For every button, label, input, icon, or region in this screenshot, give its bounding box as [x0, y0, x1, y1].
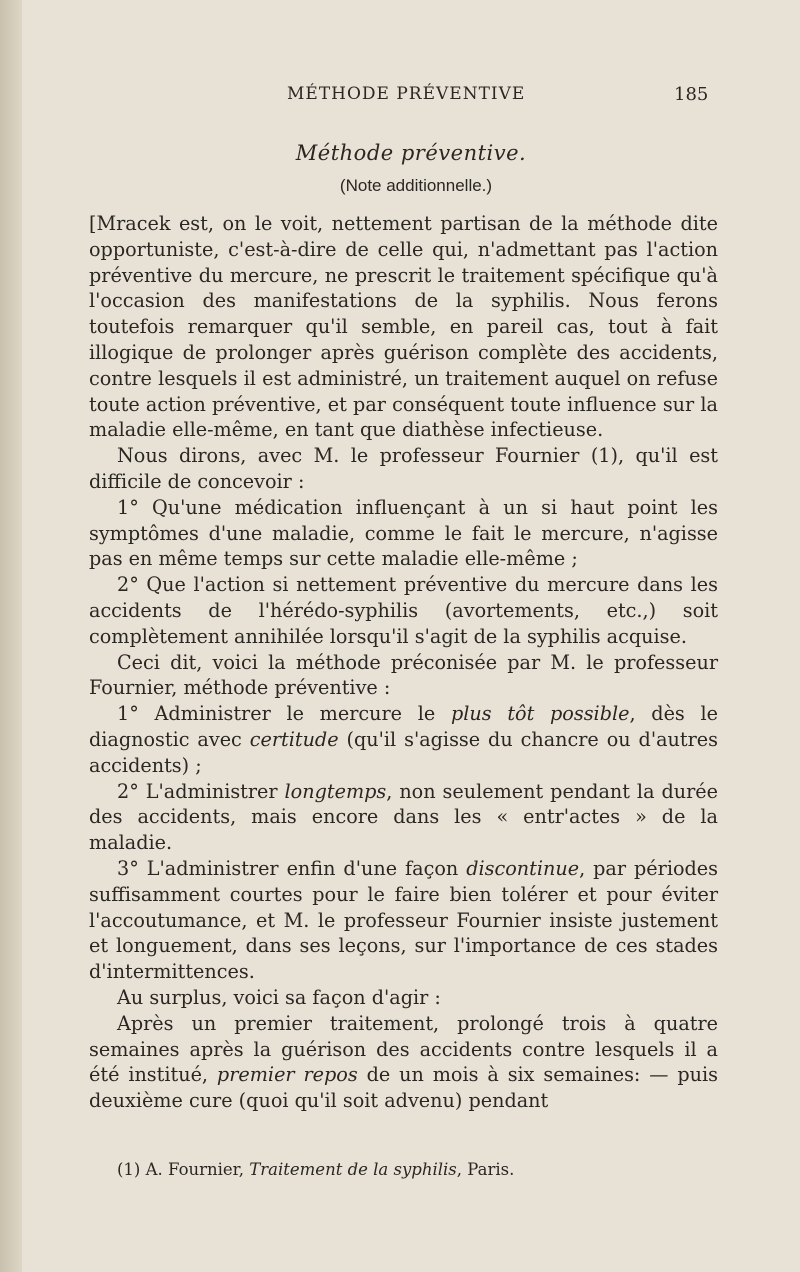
italic-text-segment: discontinue [466, 856, 580, 880]
text-segment: , dès le diagnostic avec [89, 702, 718, 751]
paragraph [89, 1011, 718, 1114]
text-segment: 1° Administrer le mercure le [117, 702, 451, 726]
text-segment: Nous dirons, avec M. le professeur Fournier (1), qu'il est difficile de concevoir : [89, 444, 718, 493]
text-segment: Ceci dit, voici la méthode préconisée par M. le professeur Fournier, méthode préventive : [89, 650, 718, 700]
text-segment: , non seulement pendant la durée des accidents, mais encore dans les « entr'actes » de la maladie. [89, 779, 718, 855]
italic-text-segment: premier repos [216, 1063, 358, 1087]
text-segment: , Paris. [456, 1160, 515, 1179]
text-segment: , par périodes suffisamment courtes pour le faire bien tolérer et pour éviter l'accoutumance, et M. le professeur Fournier insiste justement et longuement, dans ses leçons, sur l'importance de ces stades d'intermittences. [89, 856, 718, 984]
text-segment: 1° Qu'une médication influençant à un si haut point les symptômes d'une maladie, comme le fait le mercure, n'agisse pas en même temps sur cette maladie elle-même ; [89, 495, 718, 571]
running-title: MÉTHODE PRÉVENTIVE [287, 84, 526, 104]
text-segment: 2° L'administrer [117, 779, 285, 803]
text-segment: de un mois à six semaines: — puis deuxième cure (quoi qu'il soit advenu) pendant [89, 1063, 718, 1113]
paragraph [89, 985, 718, 1011]
italic-text-segment: certitude [249, 727, 339, 751]
italic-text-segment: longtemps [284, 779, 387, 803]
text-segment: Au surplus, voici sa façon d'agir : [117, 985, 441, 1009]
text-segment: Après un premier traitement, prolongé trois à quatre semaines après la guérison des accidents contre lesquels il a été institué, [89, 1011, 718, 1087]
italic-text-segment: Traitement de la syphilis [249, 1160, 457, 1179]
text-segment: (qu'il s'agisse du chancre ou d'autres accidents) ; [89, 727, 718, 777]
italic-text-segment: plus tôt possible [450, 702, 630, 726]
paragraph [89, 779, 718, 856]
footnote [117, 1160, 514, 1179]
text-segment: 2° Que l'action si nettement préventive du mercure dans les accidents de l'hérédo-syphilis (avortements, etc.,) soit complètement annihilée lorsqu'il s'agit de la syphilis acquise. [89, 573, 718, 648]
book-page [22, 0, 800, 1272]
paragraph [89, 572, 718, 649]
section-subtitle: (Note additionnelle.) [339, 176, 493, 195]
paragraph [89, 495, 718, 572]
paragraph [89, 443, 718, 495]
paragraph [89, 650, 718, 702]
text-segment: [Mracek est, on le voit, nettement partisan de la méthode dite opportuniste, c'est-à-dire de celle qui, n'admettant pas l'action préventive du mercure, ne prescrit le traitement spécifique qu'à l'occasion des manifestations de la syphilis. Nous ferons toutefois remarquer qu'il semble, en pareil cas, tout à fait illogique de prolonger après guérison complète des accidents, contre lesquels il est administré, un traitement auquel on refuse toute action préventive, et par conséquent toute influence sur la maladie elle-même, en tant que diathèse infectieuse. [89, 212, 718, 442]
paragraph [89, 701, 718, 778]
body-text [89, 211, 718, 1114]
paragraph [89, 856, 718, 985]
text-segment: (1) A. Fournier, [117, 1160, 250, 1179]
page-header [22, 84, 800, 108]
text-segment: 3° L'administrer enfin d'une façon [117, 856, 467, 880]
paragraph [89, 211, 718, 443]
page-number: 185 [674, 84, 709, 105]
book-spine-edge [0, 0, 22, 1272]
section-title: Méthode préventive. [295, 141, 527, 165]
